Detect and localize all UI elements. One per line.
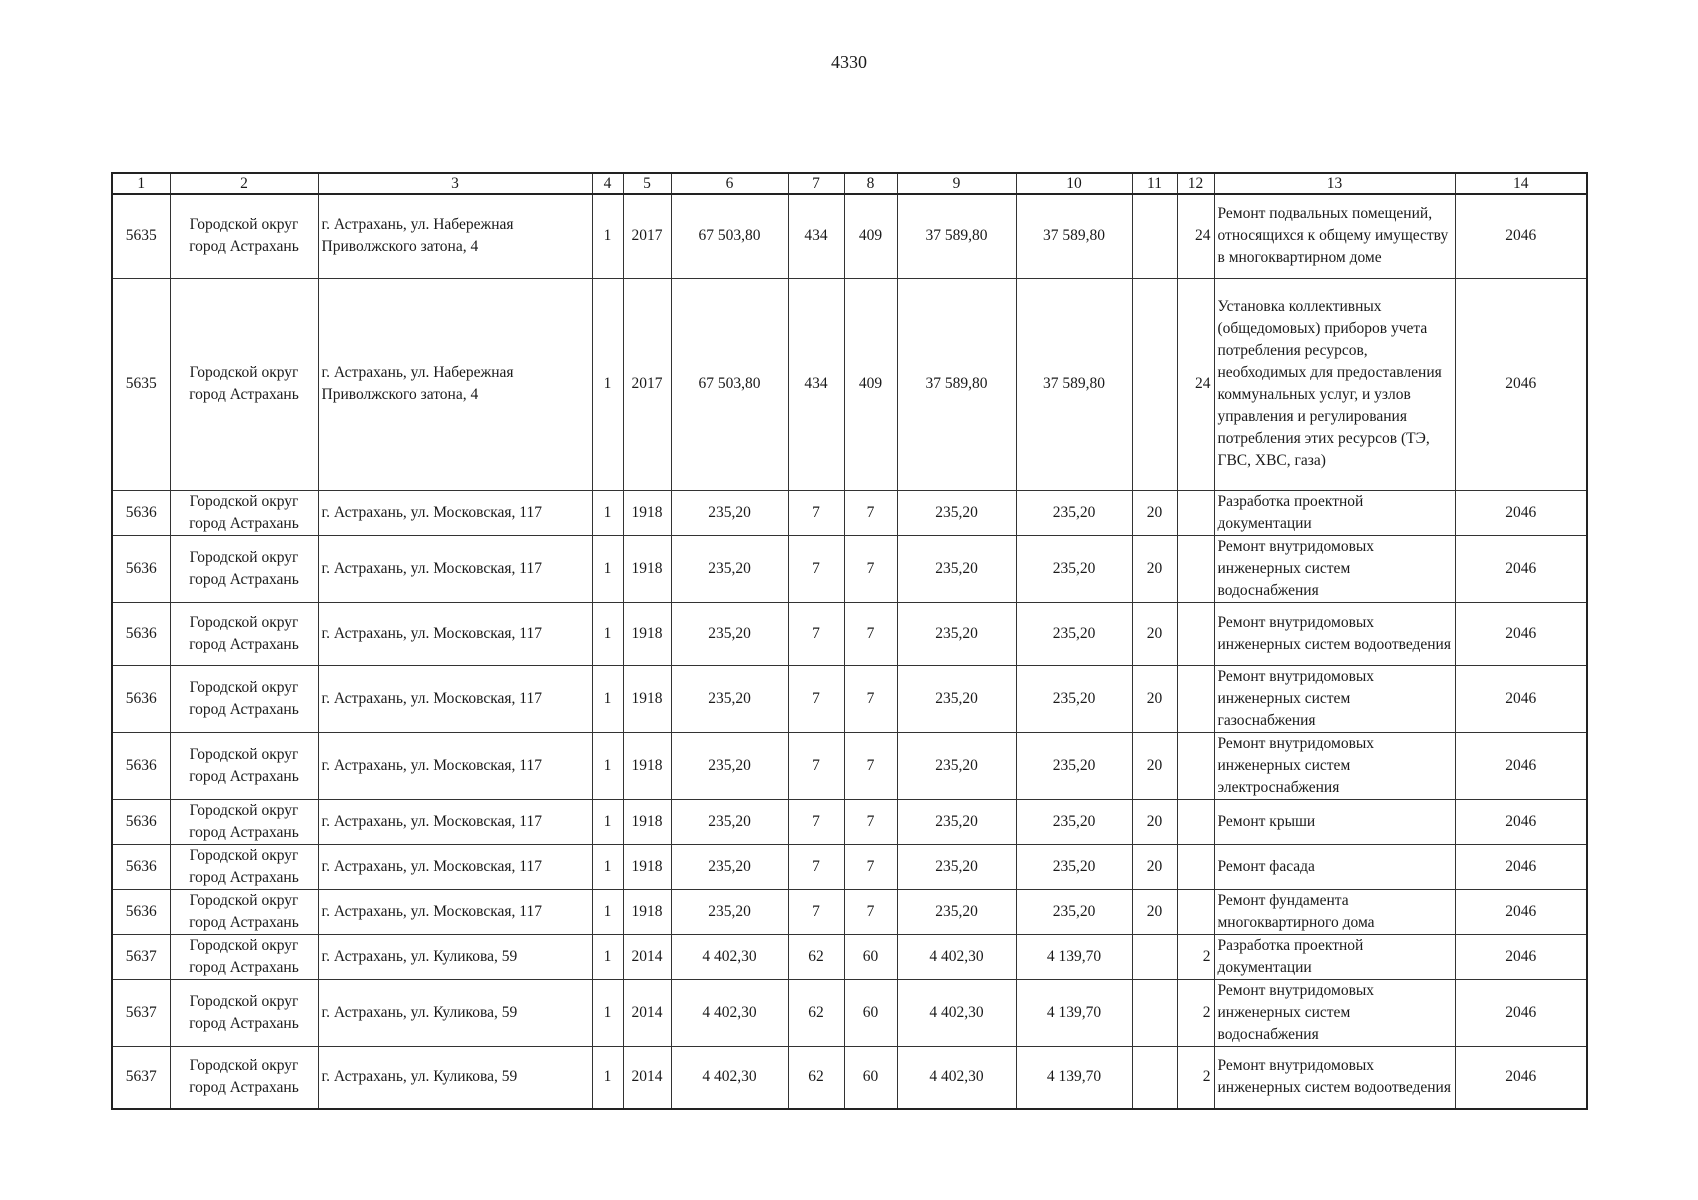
column-header: 2: [170, 173, 318, 194]
column-header: 9: [897, 173, 1016, 194]
col10-cell: 4 139,70: [1016, 934, 1132, 979]
col12-cell: [1177, 490, 1214, 535]
col6-cell: 4 402,30: [671, 934, 788, 979]
col10-cell: 235,20: [1016, 665, 1132, 732]
col9-cell: 235,20: [897, 490, 1016, 535]
col4-cell: 1: [592, 665, 623, 732]
col11-cell: 20: [1132, 490, 1177, 535]
col4-cell: 1: [592, 732, 623, 799]
municipality-cell: Городской округ город Астрахань: [170, 665, 318, 732]
col11-cell: 20: [1132, 844, 1177, 889]
col12-cell: 2: [1177, 934, 1214, 979]
col7-cell: 434: [788, 278, 844, 490]
col6-cell: 235,20: [671, 602, 788, 665]
planned-year-cell: 2046: [1455, 799, 1587, 844]
table-row: [112, 602, 1587, 665]
building-id-cell: 5637: [112, 979, 170, 1046]
col7-cell: 62: [788, 979, 844, 1046]
municipality-cell: Городской округ город Астрахань: [170, 1046, 318, 1109]
building-id-cell: 5636: [112, 535, 170, 602]
column-header: 10: [1016, 173, 1132, 194]
col11-cell: [1132, 278, 1177, 490]
col7-cell: 7: [788, 602, 844, 665]
address-cell: г. Астрахань, ул. Московская, 117: [318, 732, 592, 799]
year-cell: 2014: [623, 1046, 671, 1109]
col11-cell: 20: [1132, 535, 1177, 602]
column-header: 5: [623, 173, 671, 194]
col12-cell: 2: [1177, 1046, 1214, 1109]
col10-cell: 37 589,80: [1016, 278, 1132, 490]
col11-cell: [1132, 1046, 1177, 1109]
building-id-cell: 5637: [112, 1046, 170, 1109]
column-header: 13: [1214, 173, 1455, 194]
col9-cell: 37 589,80: [897, 278, 1016, 490]
year-cell: 2014: [623, 979, 671, 1046]
col10-cell: 4 139,70: [1016, 1046, 1132, 1109]
work-type-cell: Разработка проектной документации: [1214, 934, 1455, 979]
col7-cell: 62: [788, 934, 844, 979]
col10-cell: 235,20: [1016, 602, 1132, 665]
capital-repair-table: [111, 172, 1588, 1110]
planned-year-cell: 2046: [1455, 844, 1587, 889]
table-row: [112, 979, 1587, 1046]
col9-cell: 37 589,80: [897, 194, 1016, 278]
address-cell: г. Астрахань, ул. Московская, 117: [318, 602, 592, 665]
col4-cell: 1: [592, 194, 623, 278]
col12-cell: 24: [1177, 194, 1214, 278]
work-type-cell: Ремонт подвальных помещений, относящихся к общему имуществу в многоквартирном доме: [1214, 194, 1455, 278]
col7-cell: 7: [788, 535, 844, 602]
work-type-cell: Ремонт внутридомовых инженерных систем газоснабжения: [1214, 665, 1455, 732]
col9-cell: 235,20: [897, 602, 1016, 665]
col12-cell: [1177, 732, 1214, 799]
col6-cell: 67 503,80: [671, 278, 788, 490]
column-header: 1: [112, 173, 170, 194]
year-cell: 2014: [623, 934, 671, 979]
col10-cell: 235,20: [1016, 535, 1132, 602]
col12-cell: [1177, 889, 1214, 934]
address-cell: г. Астрахань, ул. Куликова, 59: [318, 934, 592, 979]
municipality-cell: Городской округ город Астрахань: [170, 844, 318, 889]
col7-cell: 7: [788, 732, 844, 799]
year-cell: 1918: [623, 602, 671, 665]
planned-year-cell: 2046: [1455, 602, 1587, 665]
work-type-cell: Установка коллективных (общедомовых) приборов учета потребления ресурсов, необходимых для предоставления коммунальных услуг, и узлов управления и регулирования потребления этих ресурсов (ТЭ, ГВС, ХВС, газа): [1214, 278, 1455, 490]
municipality-cell: Городской округ город Астрахань: [170, 889, 318, 934]
col4-cell: 1: [592, 535, 623, 602]
table-row: [112, 665, 1587, 732]
col12-cell: [1177, 665, 1214, 732]
col7-cell: 7: [788, 889, 844, 934]
col6-cell: 4 402,30: [671, 1046, 788, 1109]
col8-cell: 7: [844, 665, 897, 732]
col9-cell: 4 402,30: [897, 934, 1016, 979]
year-cell: 1918: [623, 535, 671, 602]
col7-cell: 7: [788, 799, 844, 844]
col12-cell: 24: [1177, 278, 1214, 490]
col6-cell: 67 503,80: [671, 194, 788, 278]
col7-cell: 7: [788, 665, 844, 732]
table-row: [112, 732, 1587, 799]
work-type-cell: Ремонт внутридомовых инженерных систем водоотведения: [1214, 602, 1455, 665]
address-cell: г. Астрахань, ул. Московская, 117: [318, 490, 592, 535]
col6-cell: 235,20: [671, 535, 788, 602]
col6-cell: 235,20: [671, 732, 788, 799]
work-type-cell: Ремонт крыши: [1214, 799, 1455, 844]
column-header: 7: [788, 173, 844, 194]
col11-cell: 20: [1132, 732, 1177, 799]
col8-cell: 7: [844, 889, 897, 934]
year-cell: 1918: [623, 665, 671, 732]
year-cell: 1918: [623, 490, 671, 535]
planned-year-cell: 2046: [1455, 889, 1587, 934]
col9-cell: 4 402,30: [897, 1046, 1016, 1109]
municipality-cell: Городской округ город Астрахань: [170, 799, 318, 844]
work-type-cell: Ремонт внутридомовых инженерных систем электроснабжения: [1214, 732, 1455, 799]
building-id-cell: 5636: [112, 732, 170, 799]
col10-cell: 235,20: [1016, 799, 1132, 844]
building-id-cell: 5636: [112, 844, 170, 889]
col9-cell: 235,20: [897, 665, 1016, 732]
col9-cell: 235,20: [897, 535, 1016, 602]
col8-cell: 7: [844, 602, 897, 665]
col6-cell: 235,20: [671, 799, 788, 844]
planned-year-cell: 2046: [1455, 934, 1587, 979]
municipality-cell: Городской округ город Астрахань: [170, 490, 318, 535]
col8-cell: 60: [844, 934, 897, 979]
planned-year-cell: 2046: [1455, 194, 1587, 278]
col10-cell: 235,20: [1016, 490, 1132, 535]
page-number: 4330: [831, 52, 867, 72]
col4-cell: 1: [592, 934, 623, 979]
col4-cell: 1: [592, 278, 623, 490]
col11-cell: [1132, 979, 1177, 1046]
work-type-cell: Ремонт фасада: [1214, 844, 1455, 889]
column-header: 3: [318, 173, 592, 194]
column-header: 8: [844, 173, 897, 194]
col4-cell: 1: [592, 1046, 623, 1109]
work-type-cell: Ремонт фундамента многоквартирного дома: [1214, 889, 1455, 934]
col6-cell: 235,20: [671, 665, 788, 732]
table-row: [112, 278, 1587, 490]
col12-cell: [1177, 844, 1214, 889]
col10-cell: 235,20: [1016, 844, 1132, 889]
col6-cell: 235,20: [671, 490, 788, 535]
work-type-cell: Ремонт внутридомовых инженерных систем водоснабжения: [1214, 979, 1455, 1046]
table-row: [112, 799, 1587, 844]
planned-year-cell: 2046: [1455, 732, 1587, 799]
building-id-cell: 5637: [112, 934, 170, 979]
col8-cell: 60: [844, 1046, 897, 1109]
building-id-cell: 5636: [112, 490, 170, 535]
municipality-cell: Городской округ город Астрахань: [170, 535, 318, 602]
col11-cell: 20: [1132, 799, 1177, 844]
col10-cell: 235,20: [1016, 889, 1132, 934]
column-header: 14: [1455, 173, 1587, 194]
col12-cell: [1177, 799, 1214, 844]
municipality-cell: Городской округ город Астрахань: [170, 194, 318, 278]
building-id-cell: 5636: [112, 665, 170, 732]
col11-cell: 20: [1132, 889, 1177, 934]
col9-cell: 4 402,30: [897, 979, 1016, 1046]
col8-cell: 60: [844, 979, 897, 1046]
building-id-cell: 5636: [112, 799, 170, 844]
table-row: [112, 1046, 1587, 1109]
col4-cell: 1: [592, 979, 623, 1046]
table-row: [112, 194, 1587, 278]
column-header: 4: [592, 173, 623, 194]
planned-year-cell: 2046: [1455, 1046, 1587, 1109]
planned-year-cell: 2046: [1455, 490, 1587, 535]
col8-cell: 7: [844, 490, 897, 535]
column-header: 11: [1132, 173, 1177, 194]
col9-cell: 235,20: [897, 889, 1016, 934]
col8-cell: 409: [844, 278, 897, 490]
year-cell: 2017: [623, 194, 671, 278]
column-number-row: [112, 173, 1587, 194]
work-type-cell: Ремонт внутридомовых инженерных систем водоотведения: [1214, 1046, 1455, 1109]
address-cell: г. Астрахань, ул. Набережная Приволжского затона, 4: [318, 194, 592, 278]
planned-year-cell: 2046: [1455, 278, 1587, 490]
col4-cell: 1: [592, 799, 623, 844]
address-cell: г. Астрахань, ул. Московская, 117: [318, 889, 592, 934]
building-id-cell: 5636: [112, 889, 170, 934]
municipality-cell: Городской округ город Астрахань: [170, 732, 318, 799]
table-row: [112, 490, 1587, 535]
municipality-cell: Городской округ город Астрахань: [170, 278, 318, 490]
planned-year-cell: 2046: [1455, 535, 1587, 602]
municipality-cell: Городской округ город Астрахань: [170, 934, 318, 979]
year-cell: 2017: [623, 278, 671, 490]
address-cell: г. Астрахань, ул. Куликова, 59: [318, 1046, 592, 1109]
col10-cell: 4 139,70: [1016, 979, 1132, 1046]
col8-cell: 7: [844, 535, 897, 602]
year-cell: 1918: [623, 799, 671, 844]
col11-cell: 20: [1132, 602, 1177, 665]
col7-cell: 62: [788, 1046, 844, 1109]
col9-cell: 235,20: [897, 732, 1016, 799]
work-type-cell: Разработка проектной документации: [1214, 490, 1455, 535]
col9-cell: 235,20: [897, 844, 1016, 889]
column-header: 12: [1177, 173, 1214, 194]
col10-cell: 37 589,80: [1016, 194, 1132, 278]
address-cell: г. Астрахань, ул. Московская, 117: [318, 535, 592, 602]
address-cell: г. Астрахань, ул. Московская, 117: [318, 844, 592, 889]
work-type-cell: Ремонт внутридомовых инженерных систем водоснабжения: [1214, 535, 1455, 602]
col8-cell: 7: [844, 844, 897, 889]
col11-cell: [1132, 194, 1177, 278]
col7-cell: 7: [788, 490, 844, 535]
planned-year-cell: 2046: [1455, 665, 1587, 732]
col4-cell: 1: [592, 490, 623, 535]
col6-cell: 4 402,30: [671, 979, 788, 1046]
planned-year-cell: 2046: [1455, 979, 1587, 1046]
address-cell: г. Астрахань, ул. Московская, 117: [318, 665, 592, 732]
col8-cell: 409: [844, 194, 897, 278]
col12-cell: [1177, 602, 1214, 665]
table-row: [112, 844, 1587, 889]
col4-cell: 1: [592, 602, 623, 665]
municipality-cell: Городской округ город Астрахань: [170, 602, 318, 665]
col9-cell: 235,20: [897, 799, 1016, 844]
building-id-cell: 5635: [112, 278, 170, 490]
col8-cell: 7: [844, 732, 897, 799]
col10-cell: 235,20: [1016, 732, 1132, 799]
col4-cell: 1: [592, 844, 623, 889]
address-cell: г. Астрахань, ул. Набережная Приволжского затона, 4: [318, 278, 592, 490]
municipality-cell: Городской округ город Астрахань: [170, 979, 318, 1046]
col11-cell: [1132, 934, 1177, 979]
address-cell: г. Астрахань, ул. Куликова, 59: [318, 979, 592, 1046]
col6-cell: 235,20: [671, 844, 788, 889]
column-header: 6: [671, 173, 788, 194]
building-id-cell: 5636: [112, 602, 170, 665]
col4-cell: 1: [592, 889, 623, 934]
table-body: [112, 194, 1587, 1109]
col12-cell: 2: [1177, 979, 1214, 1046]
year-cell: 1918: [623, 844, 671, 889]
col7-cell: 434: [788, 194, 844, 278]
table-row: [112, 934, 1587, 979]
col6-cell: 235,20: [671, 889, 788, 934]
building-id-cell: 5635: [112, 194, 170, 278]
col12-cell: [1177, 535, 1214, 602]
year-cell: 1918: [623, 732, 671, 799]
year-cell: 1918: [623, 889, 671, 934]
col7-cell: 7: [788, 844, 844, 889]
col8-cell: 7: [844, 799, 897, 844]
table-row: [112, 535, 1587, 602]
col11-cell: 20: [1132, 665, 1177, 732]
address-cell: г. Астрахань, ул. Московская, 117: [318, 799, 592, 844]
table-row: [112, 889, 1587, 934]
